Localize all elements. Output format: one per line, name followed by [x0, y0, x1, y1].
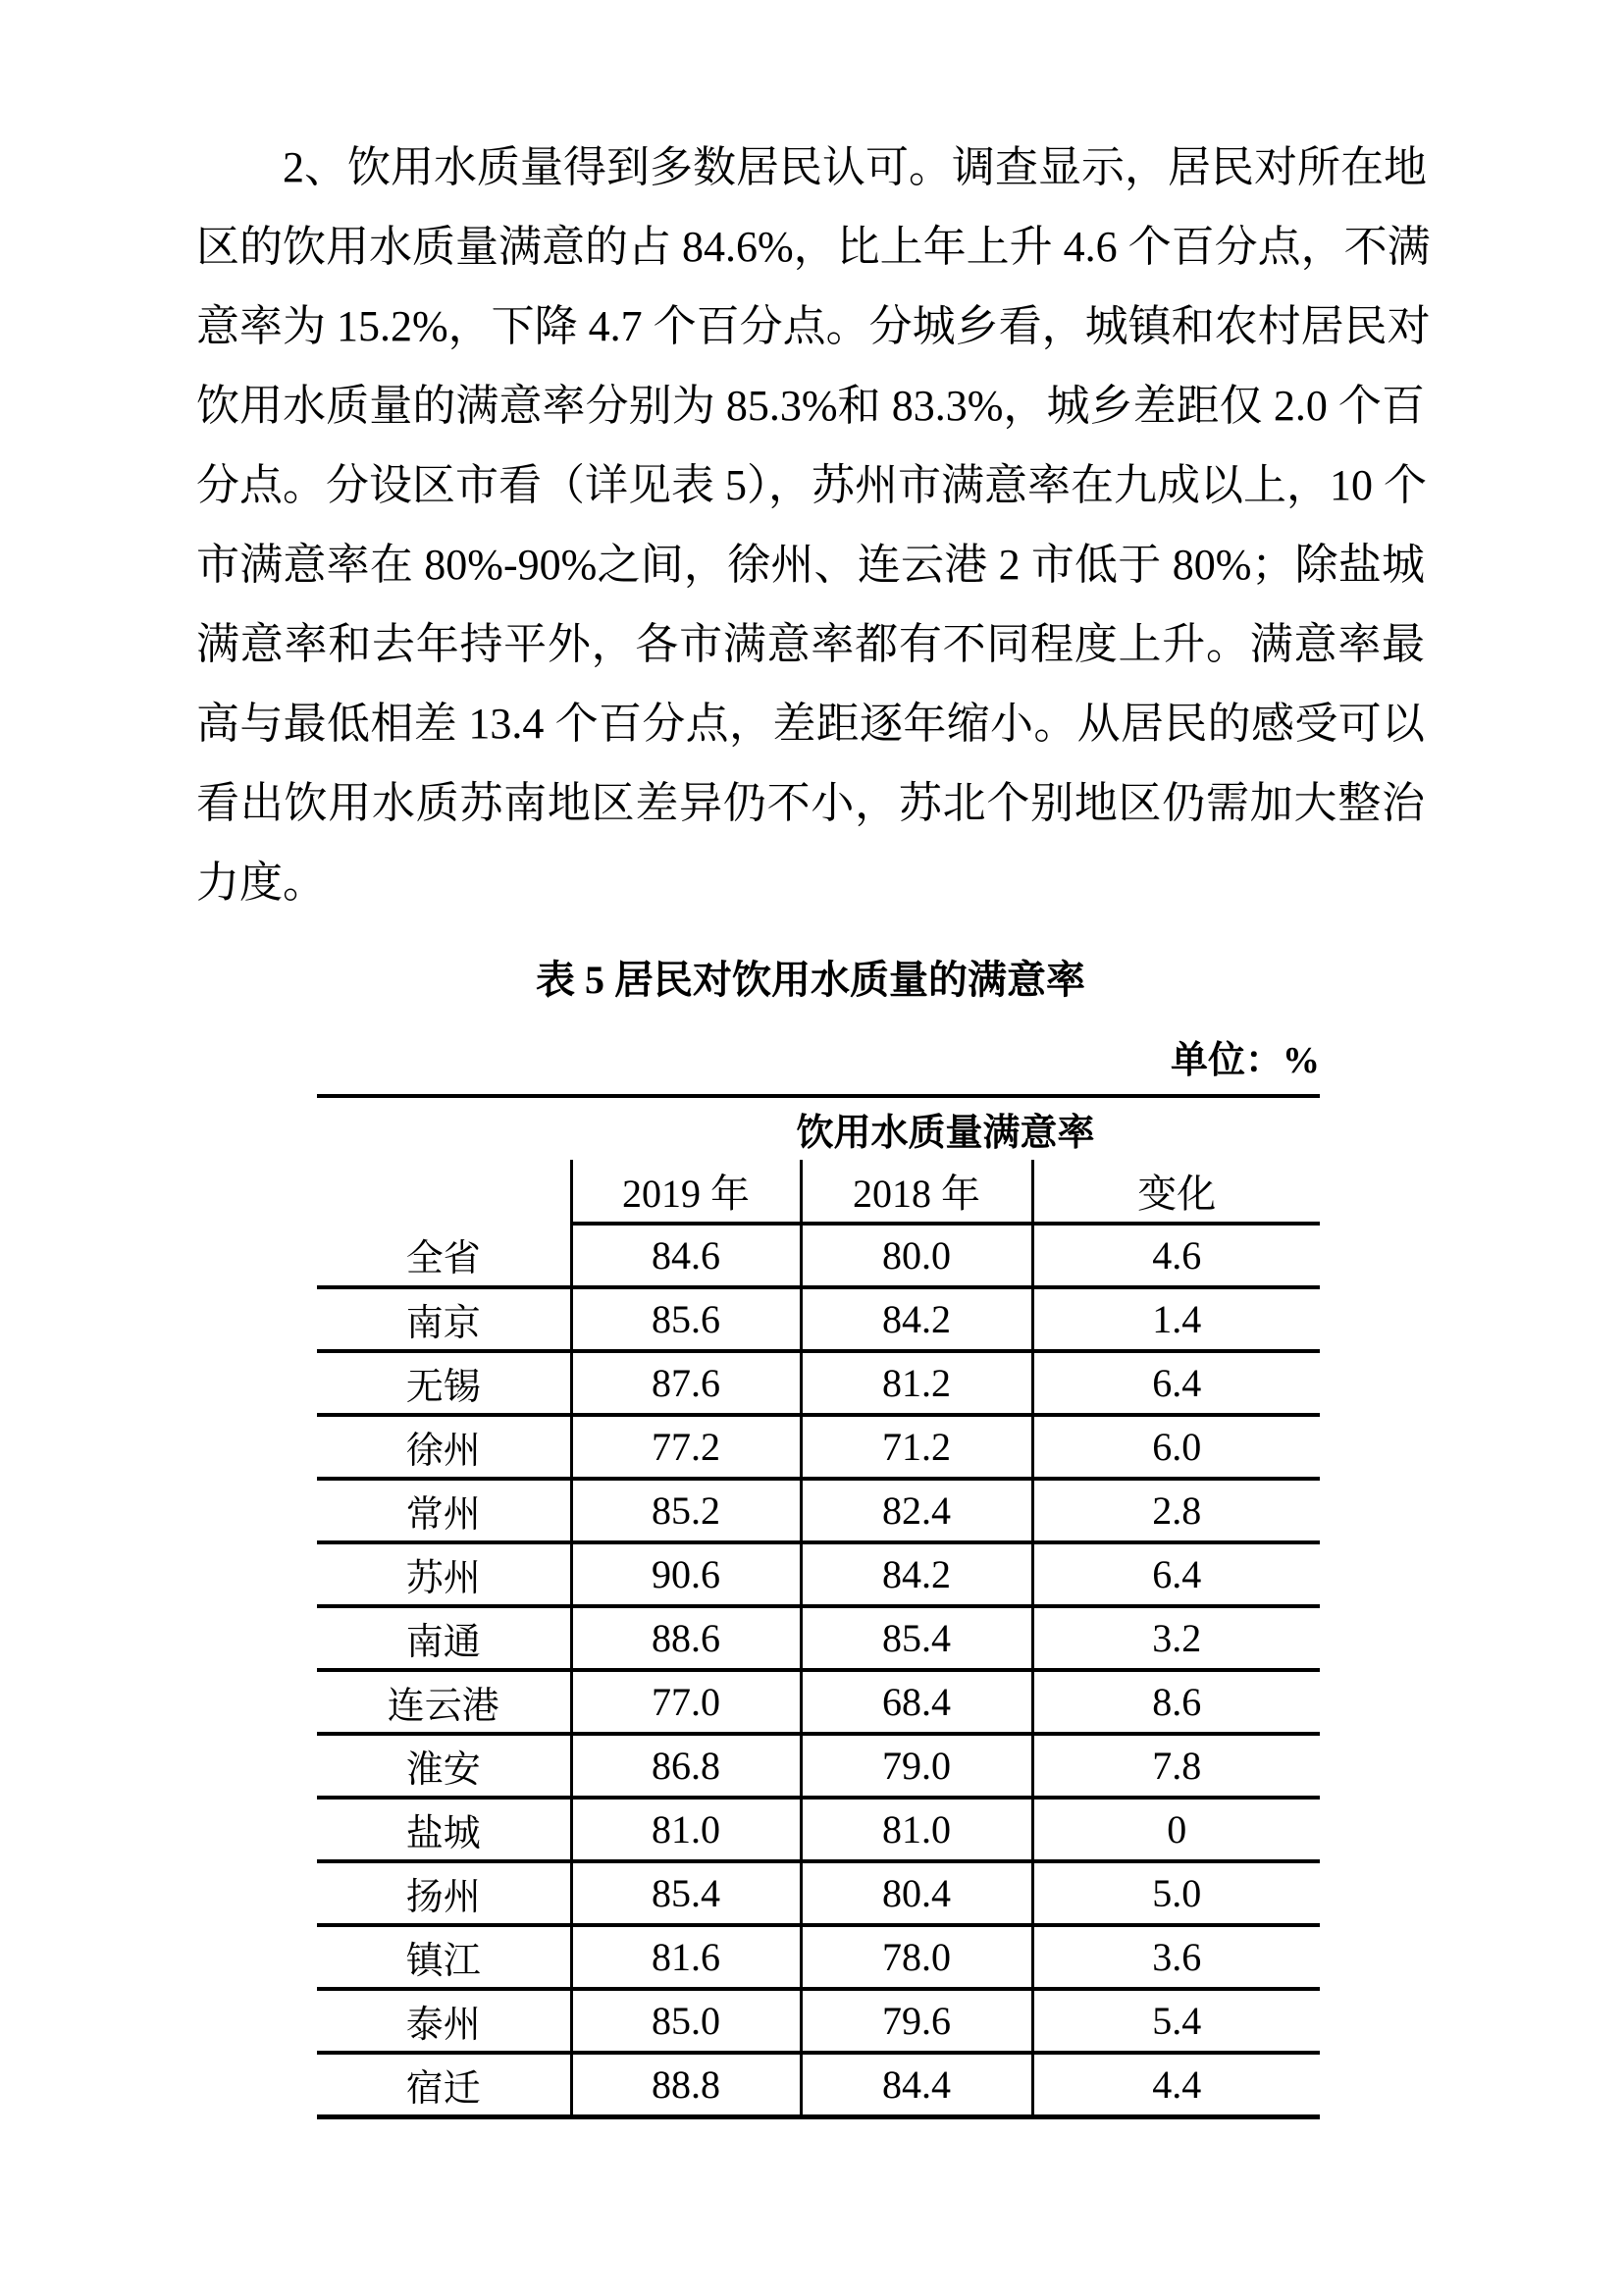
table-row	[317, 1989, 1320, 2053]
col-header-2018: 2018 年	[801, 1160, 1032, 1224]
region-header-cell	[317, 1096, 571, 1224]
value-2018-cell: 84.2	[801, 1542, 1032, 1606]
region-cell: 南通	[317, 1606, 571, 1670]
paragraph-line: 力度。	[196, 859, 326, 907]
value-2018-cell: 81.0	[801, 1798, 1032, 1861]
region-cell: 连云港	[317, 1670, 571, 1734]
value-2019-cell: 81.0	[571, 1798, 801, 1861]
value-2018-cell: 82.4	[801, 1479, 1032, 1542]
value-2018-cell: 80.0	[801, 1224, 1032, 1287]
value-2019-cell: 85.4	[571, 1861, 801, 1925]
region-cell: 常州	[317, 1479, 571, 1542]
value-2019-cell: 85.0	[571, 1989, 801, 2053]
value-2018-cell: 71.2	[801, 1415, 1032, 1479]
table-row	[317, 1224, 1320, 1287]
region-cell: 全省	[317, 1224, 571, 1287]
col-header-change: 变化	[1032, 1160, 1320, 1224]
table-row	[317, 1798, 1320, 1861]
value-2019-cell: 77.0	[571, 1670, 801, 1734]
change-cell: 4.4	[1032, 2053, 1320, 2116]
change-cell: 6.4	[1032, 1351, 1320, 1415]
change-cell: 0	[1032, 1798, 1320, 1861]
change-cell: 3.6	[1032, 1925, 1320, 1989]
table-row	[317, 1287, 1320, 1351]
unit-label: 单位：%	[1170, 1040, 1320, 1081]
region-cell: 徐州	[317, 1415, 571, 1479]
paragraph-line: 市满意率在 80%-90%之间，徐州、连云港 2 市低于 80%；除盐城	[196, 541, 1425, 589]
paragraph-line: 区的饮用水质量满意的占 84.6%，比上年上升 4.6 个百分点，不满	[196, 223, 1431, 271]
value-2018-cell: 78.0	[801, 1925, 1032, 1989]
value-2018-cell: 80.4	[801, 1861, 1032, 1925]
region-cell: 南京	[317, 1287, 571, 1351]
table-row	[317, 1479, 1320, 1542]
paragraph	[196, 128, 1431, 922]
change-cell: 3.2	[1032, 1606, 1320, 1670]
table-row	[317, 1734, 1320, 1798]
change-cell: 2.8	[1032, 1479, 1320, 1542]
paragraph-line: 高与最低相差 13.4 个百分点，差距逐年缩小。从居民的感受可以	[196, 700, 1425, 748]
value-2018-cell: 84.4	[801, 2053, 1032, 2116]
table-row	[317, 2053, 1320, 2116]
paragraph-line: 意率为 15.2%，下降 4.7 个百分点。分城乡看，城镇和农村居民对	[196, 302, 1431, 350]
value-2019-cell: 88.8	[571, 2053, 801, 2116]
value-2019-cell: 84.6	[571, 1224, 801, 1287]
table-row	[317, 1542, 1320, 1606]
table-title: 表 5 居民对饮用水质量的满意率	[536, 958, 1085, 1002]
value-2019-cell: 77.2	[571, 1415, 801, 1479]
satisfaction-table	[317, 1094, 1320, 2119]
value-2019-cell: 85.2	[571, 1479, 801, 1542]
value-2019-cell: 87.6	[571, 1351, 801, 1415]
table-row	[317, 1925, 1320, 1989]
col-header-2019: 2019 年	[571, 1160, 801, 1224]
change-cell: 1.4	[1032, 1287, 1320, 1351]
value-2019-cell: 81.6	[571, 1925, 801, 1989]
change-cell: 7.8	[1032, 1734, 1320, 1798]
change-cell: 6.4	[1032, 1542, 1320, 1606]
table-header-group-row	[317, 1096, 1320, 1160]
change-cell: 6.0	[1032, 1415, 1320, 1479]
table-row	[317, 1861, 1320, 1925]
table-header-group: 饮用水质量满意率	[796, 1113, 1095, 1154]
paragraph-line: 饮用水质量的满意率分别为 85.3%和 83.3%，城乡差距仅 2.0 个百	[196, 382, 1425, 430]
region-cell: 苏州	[317, 1542, 571, 1606]
value-2018-cell: 79.0	[801, 1734, 1032, 1798]
value-2018-cell: 68.4	[801, 1670, 1032, 1734]
value-2018-cell: 84.2	[801, 1287, 1032, 1351]
region-cell: 无锡	[317, 1351, 571, 1415]
change-cell: 5.4	[1032, 1989, 1320, 2053]
paragraph-line: 2、饮用水质量得到多数居民认可。调查显示，居民对所在地	[283, 143, 1427, 191]
value-2018-cell: 81.2	[801, 1351, 1032, 1415]
region-cell: 扬州	[317, 1861, 571, 1925]
table-row	[317, 1670, 1320, 1734]
value-2019-cell: 88.6	[571, 1606, 801, 1670]
region-cell: 镇江	[317, 1925, 571, 1989]
change-cell: 4.6	[1032, 1224, 1320, 1287]
region-cell: 泰州	[317, 1989, 571, 2053]
value-2018-cell: 79.6	[801, 1989, 1032, 2053]
table-row	[317, 1351, 1320, 1415]
value-2019-cell: 85.6	[571, 1287, 801, 1351]
paragraph-line: 分点。分设区市看（详见表 5），苏州市满意率在九成以上，10 个	[196, 461, 1427, 509]
paragraph-line: 满意率和去年持平外，各市满意率都有不同程度上升。满意率最	[196, 620, 1425, 668]
value-2019-cell: 90.6	[571, 1542, 801, 1606]
table-row	[317, 1606, 1320, 1670]
value-2018-cell: 85.4	[801, 1606, 1032, 1670]
change-cell: 5.0	[1032, 1861, 1320, 1925]
value-2019-cell: 86.8	[571, 1734, 801, 1798]
region-cell: 盐城	[317, 1798, 571, 1861]
region-cell: 宿迁	[317, 2053, 571, 2116]
change-cell: 8.6	[1032, 1670, 1320, 1734]
region-cell: 淮安	[317, 1734, 571, 1798]
paragraph-line: 看出饮用水质苏南地区差异仍不小，苏北个别地区仍需加大整治	[196, 779, 1425, 827]
table-row	[317, 1415, 1320, 1479]
